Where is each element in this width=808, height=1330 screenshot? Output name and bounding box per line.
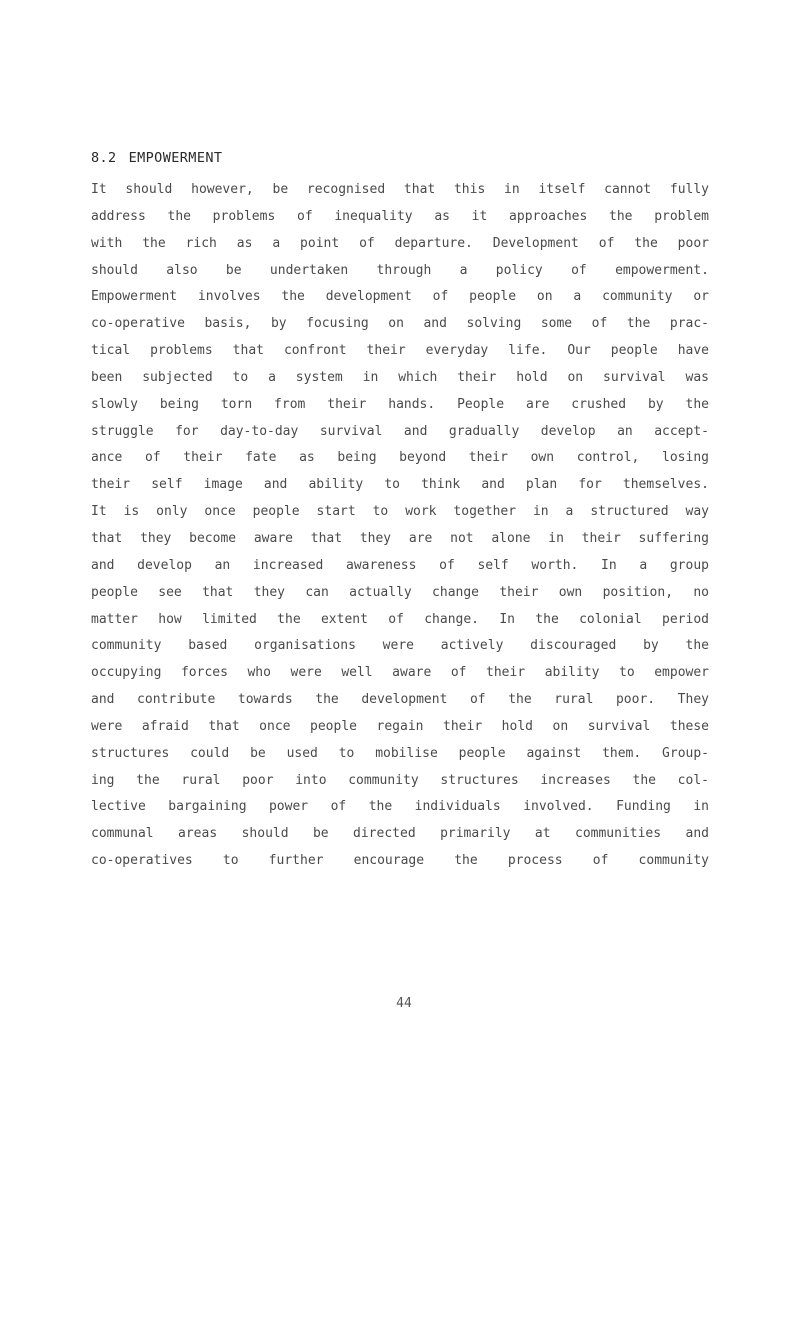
text-line: Empowerment involves the development of people on a community or bbox=[91, 289, 709, 305]
text-line: and develop an increased awareness of self worth. In a group bbox=[91, 557, 709, 573]
text-line: structures could be used to mobilise people against them. Group- bbox=[91, 745, 709, 761]
text-line: community based organisations were actively discouraged by the bbox=[91, 638, 709, 654]
page-number: 44 bbox=[396, 996, 412, 1011]
text-line: and contribute towards the development of the rural poor. They bbox=[91, 692, 709, 708]
text-line: lective bargaining power of the individuals involved. Funding in bbox=[91, 799, 709, 815]
text-line: address the problems of inequality as it approaches the problem bbox=[91, 208, 709, 224]
text-line: co-operatives to further encourage the process of community bbox=[91, 853, 709, 869]
section-number: 8.2 bbox=[91, 150, 117, 166]
text-line: It is only once people start to work together in a structured way bbox=[91, 504, 709, 520]
text-line: ing the rural poor into community structures increases the col- bbox=[91, 772, 709, 788]
text-line: matter how limited the extent of change. In the colonial period bbox=[91, 611, 709, 627]
text-line: ance of their fate as being beyond their own control, losing bbox=[91, 450, 709, 466]
text-line: occupying forces who were well aware of their ability to empower bbox=[91, 665, 709, 681]
text-line: been subjected to a system in which their hold on survival was bbox=[91, 369, 709, 385]
section-heading bbox=[91, 150, 222, 166]
text-line: with the rich as a point of departure. Development of the poor bbox=[91, 235, 709, 251]
text-line: were afraid that once people regain their hold on survival these bbox=[91, 718, 709, 734]
text-line: It should however, be recognised that this in itself cannot fully bbox=[91, 182, 709, 197]
body-paragraph bbox=[91, 180, 709, 878]
text-line: people see that they can actually change their own position, no bbox=[91, 584, 709, 600]
text-line: struggle for day-to-day survival and gradually develop an accept- bbox=[91, 423, 709, 439]
text-line: should also be undertaken through a policy of empowerment. bbox=[91, 262, 709, 278]
text-line: their self image and ability to think and plan for themselves. bbox=[91, 477, 709, 493]
text-line: co-operative basis, by focusing on and solving some of the prac- bbox=[91, 316, 709, 332]
section-title: EMPOWERMENT bbox=[128, 150, 223, 166]
text-line: that they become aware that they are not alone in their suffering bbox=[91, 530, 709, 546]
text-line: slowly being torn from their hands. People are crushed by the bbox=[91, 396, 709, 412]
text-line: communal areas should be directed primarily at communities and bbox=[91, 826, 709, 842]
text-line: tical problems that confront their everyday life. Our people have bbox=[91, 343, 709, 359]
